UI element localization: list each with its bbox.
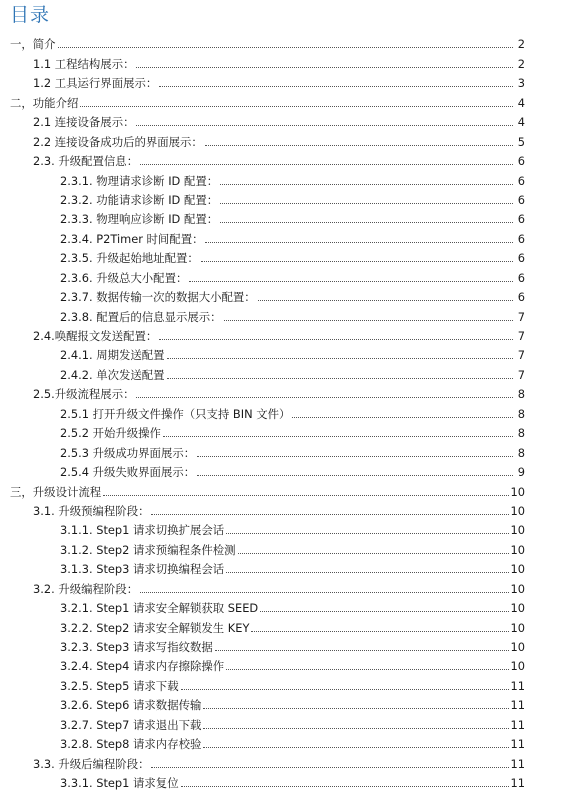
toc-entry-text: 二，功能介绍: [10, 95, 79, 110]
toc-entry-page: 10: [510, 601, 525, 616]
toc-entry[interactable]: [0, 168, 572, 187]
toc-entry-page: 10: [510, 542, 525, 557]
toc-entry[interactable]: [0, 421, 572, 440]
toc-entry-text: 3.2.3. Step3 请求写指纹数据: [60, 640, 213, 654]
toc-entry[interactable]: [0, 440, 572, 459]
toc-entry[interactable]: [0, 401, 572, 420]
toc-entry[interactable]: [0, 596, 572, 615]
toc-entry-page: 7: [517, 309, 525, 324]
toc-entry-page: 11: [510, 698, 525, 713]
toc-entry-text: 2.5.3 升级成功界面展示：: [60, 445, 196, 460]
toc-entry[interactable]: [0, 635, 572, 654]
toc-entry-text: 2.5.4 升级失败界面展示：: [60, 465, 196, 480]
toc-entry-text: 一，简介: [10, 37, 56, 52]
toc-leader-dots: [58, 47, 513, 48]
toc-entry-page: 11: [510, 776, 525, 791]
toc-entry-page: 7: [517, 367, 525, 382]
toc-leader-dots: [189, 281, 513, 282]
toc-entry-page: 5: [517, 134, 525, 149]
toc-leader-dots: [136, 397, 513, 398]
toc-leader-dots: [181, 689, 509, 690]
toc-entry-text: 3.2.6. Step6 请求数据传输: [60, 698, 202, 713]
toc-entry-page: 4: [517, 115, 525, 130]
toc-leader-dots: [220, 184, 513, 185]
toc-entry-page: 4: [517, 95, 525, 110]
toc-entry-page: 8: [517, 445, 525, 460]
toc-entry[interactable]: [0, 615, 572, 634]
toc-entry-text: 1.1 工程结构展示：: [33, 56, 135, 71]
toc-leader-dots: [80, 106, 513, 107]
toc-entry-page: 6: [517, 154, 525, 169]
toc-entry-page: 2: [517, 37, 525, 52]
toc-entry-text: 2.4.1. 周期发送配置: [60, 348, 165, 363]
toc-entry[interactable]: [0, 285, 572, 304]
toc-leader-dots: [159, 339, 513, 340]
toc-entry-page: 7: [517, 329, 525, 343]
toc-entry-text: 3.1.3. Step3 请求切换编程会话: [60, 562, 225, 577]
toc-entry[interactable]: [0, 149, 572, 168]
toc-entry[interactable]: [0, 382, 572, 401]
toc-leader-dots: [260, 611, 508, 612]
toc-leader-dots: [167, 358, 513, 359]
toc-entry-text: 2.4.2. 单次发送配置: [60, 367, 165, 382]
toc-leader-dots: [159, 86, 513, 87]
toc-leader-dots: [226, 572, 508, 573]
toc-entry-text: 3.2.1. Step1 请求安全解锁获取 SEED: [60, 601, 259, 616]
toc-entry-text: 2.3.3. 物理响应诊断 ID 配置：: [60, 212, 219, 227]
toc-leader-dots: [136, 67, 513, 68]
toc-entry[interactable]: [0, 499, 572, 518]
toc-leader-dots: [197, 456, 513, 457]
toc-leader-dots: [181, 786, 509, 787]
toc-leader-dots: [251, 631, 508, 632]
toc-leader-dots: [151, 767, 508, 768]
toc-entry-page: 6: [517, 231, 525, 246]
toc-leader-dots: [201, 261, 513, 262]
toc-leader-dots: [203, 708, 508, 709]
toc-entry-page: 10: [510, 484, 525, 499]
toc-entry[interactable]: [0, 479, 572, 498]
toc-entry[interactable]: [0, 343, 572, 362]
toc-entry[interactable]: [0, 518, 572, 537]
toc-entry-text: 2.3. 升级配置信息：: [33, 154, 139, 169]
toc-entry[interactable]: [0, 732, 572, 751]
toc-leader-dots: [203, 747, 508, 748]
toc-leader-dots: [238, 553, 509, 554]
toc-leader-dots: [220, 222, 513, 223]
toc-entry-text: 2.4.唤醒报文发送配置：: [33, 329, 158, 343]
toc-entry[interactable]: [0, 304, 572, 323]
toc-entry[interactable]: [0, 51, 572, 70]
toc-leader-dots: [226, 533, 508, 534]
toc-entry-page: 6: [517, 290, 525, 305]
toc-entry[interactable]: [0, 693, 572, 712]
toc-entry[interactable]: [0, 265, 572, 284]
toc-entry-page: 8: [517, 406, 525, 421]
toc-entry[interactable]: [0, 557, 572, 576]
toc-entry[interactable]: [0, 226, 572, 245]
toc-entry[interactable]: [0, 460, 572, 479]
toc-entry-text: 三，升级设计流程: [10, 484, 102, 499]
toc-entry-page: 10: [510, 620, 525, 635]
toc-entry-page: 10: [510, 581, 525, 596]
toc-entry[interactable]: [0, 673, 572, 692]
toc-entry-page: 3: [517, 76, 525, 91]
toc-entry[interactable]: [0, 129, 572, 148]
toc-entry[interactable]: [0, 654, 572, 673]
toc-leader-dots: [140, 164, 513, 165]
toc-entry[interactable]: [0, 110, 572, 129]
toc-entry-text: 3.2.5. Step5 请求下载: [60, 678, 179, 693]
toc-entry-text: 2.1 连接设备展示：: [33, 115, 135, 130]
toc-leader-dots: [163, 436, 513, 437]
toc-leader-dots: [205, 145, 513, 146]
toc-entry[interactable]: [0, 207, 572, 226]
toc-entry-page: 11: [510, 678, 525, 693]
toc-entry-text: 2.5.1 打开升级文件操作（只支持 BIN 文件）: [60, 406, 291, 421]
toc-entry-text: 2.3.7. 数据传输一次的数据大小配置：: [60, 290, 256, 305]
toc-leader-dots: [167, 378, 513, 379]
toc-leader-dots: [136, 125, 513, 126]
toc-list: [0, 32, 572, 790]
toc-entry-text: 1.2 工具运行界面展示：: [33, 76, 158, 91]
toc-leader-dots: [197, 475, 513, 476]
toc-entry-page: 10: [510, 523, 525, 538]
toc-entry[interactable]: [0, 71, 572, 90]
toc-entry-text: 2.5.2 开始升级操作: [60, 426, 161, 441]
toc-entry[interactable]: [0, 712, 572, 731]
toc-leader-dots: [215, 650, 509, 651]
toc-entry-text: 3.2. 升级编程阶段：: [33, 581, 139, 596]
toc-leader-dots: [226, 669, 508, 670]
toc-entry-text: 2.2 连接设备成功后的界面展示：: [33, 134, 203, 149]
toc-entry-page: 10: [510, 562, 525, 577]
toc-leader-dots: [220, 203, 513, 204]
toc-leader-dots: [203, 728, 508, 729]
toc-entry-text: 3.1.1. Step1 请求切换扩展会话: [60, 523, 225, 538]
toc-entry-page: 8: [517, 426, 525, 441]
toc-entry-page: 6: [517, 173, 525, 188]
toc-entry-text: 3.3.1. Step1 请求复位: [60, 776, 179, 791]
toc-entry-page: 6: [517, 251, 525, 266]
toc-entry[interactable]: [0, 246, 572, 265]
toc-entry-page: 11: [510, 717, 525, 732]
toc-entry-page: 11: [510, 737, 525, 752]
toc-entry-page: 9: [517, 465, 525, 480]
toc-leader-dots: [292, 417, 513, 418]
toc-entry-page: 6: [517, 212, 525, 227]
toc-entry-page: 10: [510, 640, 525, 654]
toc-entry[interactable]: [0, 362, 572, 381]
toc-entry-page: 10: [510, 503, 525, 518]
toc-entry[interactable]: [0, 90, 572, 109]
toc-entry[interactable]: [0, 771, 572, 790]
toc-entry[interactable]: [0, 576, 572, 595]
toc-entry[interactable]: [0, 188, 572, 207]
toc-entry[interactable]: [0, 537, 572, 556]
toc-entry-page: 10: [510, 659, 525, 674]
toc-entry-text: 2.3.8. 配置后的信息显示展示：: [60, 309, 222, 324]
toc-entry-text: 3.2.4. Step4 请求内存擦除操作: [60, 659, 225, 674]
toc-entry-page: 6: [517, 270, 525, 285]
toc-leader-dots: [258, 300, 513, 301]
toc-entry-text: 3.3. 升级后编程阶段：: [33, 756, 150, 771]
toc-entry-text: 2.3.1. 物理请求诊断 ID 配置：: [60, 173, 219, 188]
toc-entry-page: 11: [510, 756, 525, 771]
toc-leader-dots: [140, 592, 508, 593]
toc-entry[interactable]: [0, 324, 572, 343]
toc-entry-text: 3.2.2. Step2 请求安全解锁发生 KEY: [60, 620, 250, 635]
toc-entry-text: 2.3.4. P2Timer 时间配置：: [60, 231, 204, 246]
toc-leader-dots: [205, 242, 513, 243]
toc-entry[interactable]: [0, 751, 572, 770]
toc-entry-text: 2.5.升级流程展示：: [33, 387, 135, 402]
toc-entry-page: 6: [517, 192, 525, 207]
toc-leader-dots: [103, 495, 508, 496]
toc-leader-dots: [224, 320, 513, 321]
toc-leader-dots: [151, 514, 508, 515]
toc-entry-text: 3.1. 升级预编程阶段：: [33, 503, 150, 518]
toc-title: 目录: [10, 4, 51, 26]
toc-entry-page: 7: [517, 348, 525, 363]
toc-entry-text: 3.2.8. Step8 请求内存校验: [60, 737, 202, 752]
toc-entry-text: 2.3.5. 升级起始地址配置：: [60, 251, 199, 266]
toc-entry-page: 8: [517, 387, 525, 402]
toc-entry-text: 2.3.6. 升级总大小配置：: [60, 270, 188, 285]
toc-entry-text: 3.1.2. Step2 请求预编程条件检测: [60, 542, 236, 557]
toc-entry[interactable]: [0, 32, 572, 51]
toc-entry-page: 2: [517, 56, 525, 71]
toc-entry-text: 3.2.7. Step7 请求退出下载: [60, 717, 202, 732]
toc-entry-text: 2.3.2. 功能请求诊断 ID 配置：: [60, 192, 219, 207]
